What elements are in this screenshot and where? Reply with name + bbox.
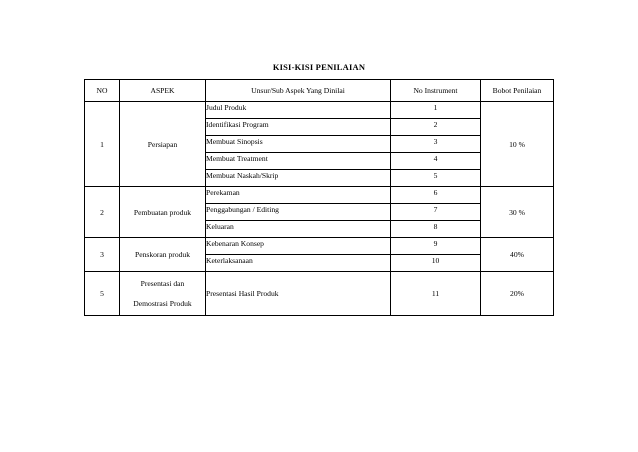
group-aspek bbox=[120, 272, 206, 316]
header-bobot: Bobot Penilaian bbox=[481, 80, 554, 102]
header-no: NO bbox=[85, 80, 120, 102]
instrument-cell: 3 bbox=[391, 136, 481, 153]
table-row bbox=[85, 238, 554, 255]
unsur-cell: Membuat Sinopsis bbox=[206, 136, 391, 153]
header-unsur: Unsur/Sub Aspek Yang Dinilai bbox=[206, 80, 391, 102]
group-no: 5 bbox=[85, 272, 120, 316]
unsur-cell: Presentasi Hasil Produk bbox=[206, 272, 391, 316]
group-no: 2 bbox=[85, 187, 120, 238]
header-instrument: No Instrument bbox=[391, 80, 481, 102]
unsur-cell: Perekaman bbox=[206, 187, 391, 204]
table-row bbox=[85, 272, 554, 316]
header-row bbox=[85, 80, 554, 102]
group-aspek: Penskoran produk bbox=[120, 238, 206, 272]
instrument-cell: 6 bbox=[391, 187, 481, 204]
unsur-cell: Membuat Naskah/Skrip bbox=[206, 170, 391, 187]
instrument-cell: 5 bbox=[391, 170, 481, 187]
instrument-cell: 4 bbox=[391, 153, 481, 170]
unsur-cell: Penggabungan / Editing bbox=[206, 204, 391, 221]
instrument-cell: 8 bbox=[391, 221, 481, 238]
unsur-cell: Kebenaran Konsep bbox=[206, 238, 391, 255]
group-aspek: Persiapan bbox=[120, 102, 206, 187]
assessment-grid-table bbox=[84, 79, 554, 316]
group-bobot: 40% bbox=[481, 238, 554, 272]
instrument-cell: 10 bbox=[391, 255, 481, 272]
unsur-cell: Keluaran bbox=[206, 221, 391, 238]
unsur-cell: Keterlaksanaan bbox=[206, 255, 391, 272]
instrument-cell: 1 bbox=[391, 102, 481, 119]
unsur-cell: Identifikasi Program bbox=[206, 119, 391, 136]
instrument-cell: 7 bbox=[391, 204, 481, 221]
header-aspek: ASPEK bbox=[120, 80, 206, 102]
group-bobot: 30 % bbox=[481, 187, 554, 238]
document-title: KISI-KISI PENILAIAN bbox=[272, 62, 366, 72]
group-no: 1 bbox=[85, 102, 120, 187]
instrument-cell: 11 bbox=[391, 272, 481, 316]
group-bobot: 20% bbox=[481, 272, 554, 316]
group-no: 3 bbox=[85, 238, 120, 272]
unsur-cell: Membuat Treatment bbox=[206, 153, 391, 170]
group-aspek: Pembuatan produk bbox=[120, 187, 206, 238]
table-row bbox=[85, 102, 554, 119]
group-bobot: 10 % bbox=[481, 102, 554, 187]
unsur-cell: Judul Produk bbox=[206, 102, 391, 119]
aspek-line: Demostrasi Produk bbox=[133, 298, 192, 308]
instrument-cell: 2 bbox=[391, 119, 481, 136]
table-row bbox=[85, 187, 554, 204]
aspek-line: Presentasi dan bbox=[140, 278, 185, 288]
instrument-cell: 9 bbox=[391, 238, 481, 255]
